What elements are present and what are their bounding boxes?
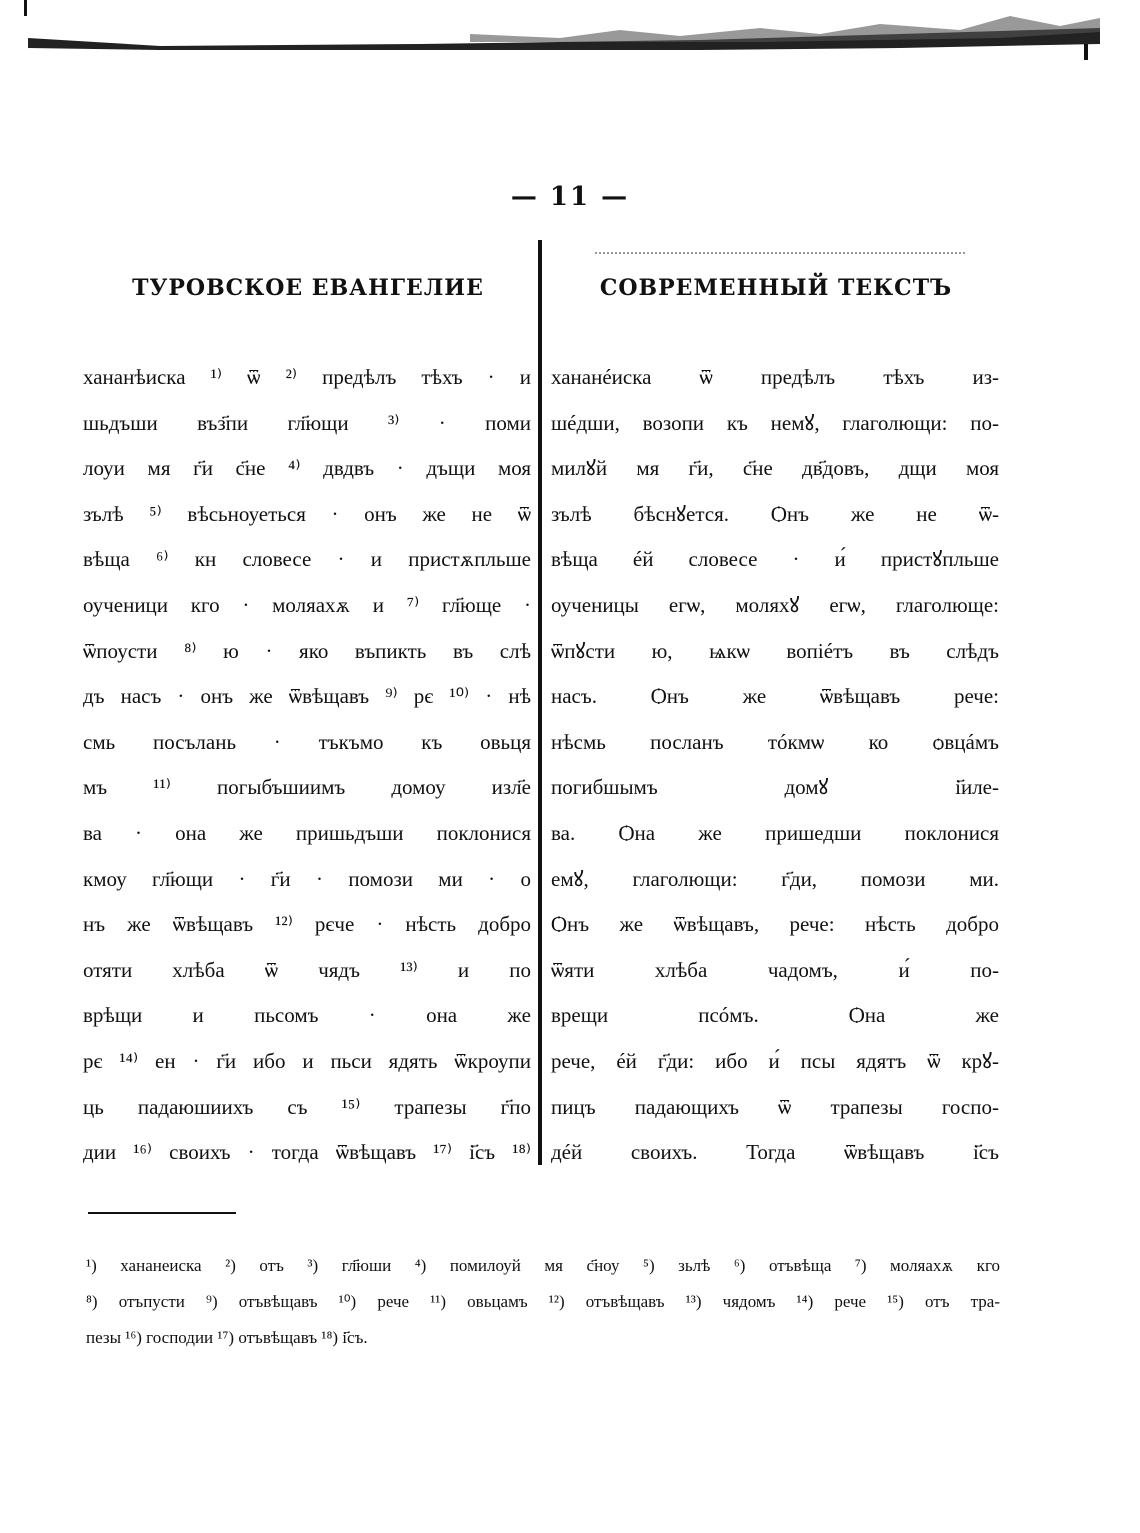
text-line: насъ. Ѻнъ же ѿвѣщавъ рече: — [551, 684, 999, 709]
text-line: погибшымъ домꙋ і҃иле- — [551, 775, 999, 800]
right-column-heading: СОВРЕМЕННЫЙ ТЕКСТЪ — [599, 275, 953, 301]
text-line: пицъ падающихъ ѿ трапезы госпо- — [551, 1094, 999, 1119]
text-line: шьдъши въз҃пи гл҃ющи ³⁾ · поми — [83, 410, 531, 435]
text-line: ць падаюшиихъ съ ¹⁵⁾ трапезы г҃по — [83, 1094, 531, 1119]
footnote-line: пезы ¹⁶) господии ¹⁷) отъвѣщавъ ¹⁸) і҃съ. — [86, 1328, 368, 1347]
right-column-text — [551, 355, 999, 1176]
scan-dots — [595, 252, 965, 258]
text-line: рече, éй г҃ди: ибо и́ псы ядятъ ѿ крꙋ- — [551, 1048, 999, 1073]
left-column-text — [83, 355, 531, 1176]
text-line: кмоу гл҃ющи · г҃и · помози ми · о — [83, 866, 531, 891]
scan-top-edge — [0, 0, 1140, 70]
text-line: шéдши, возопи къ немꙋ, глаголющи: по- — [551, 410, 999, 435]
text-line: дии ¹⁶⁾ своихъ · тогда ѿвѣщавъ ¹⁷⁾ і҃съ ¹⁸⁾ — [83, 1140, 531, 1165]
text-line: вѣща ⁶⁾ кн словесе · и пристѫпльше — [83, 547, 531, 572]
text-line: ѿяти хлѣба чадомъ, и́ по- — [551, 957, 999, 982]
text-line: нъ же ѿвѣщавъ ¹²⁾ рєче · нѣсть добро — [83, 912, 531, 937]
text-line: смь посълань · тъкъмо къ овьця — [83, 729, 531, 754]
text-line: ѿпоусти ⁸⁾ ю · яко въпикть въ слѣ — [83, 638, 531, 663]
text-line: зълѣ ⁵⁾ вѣсьноуеться · онъ же не ѿ — [83, 501, 531, 526]
text-line: ѿпꙋсти ю, ѩкѡ вопіéтъ въ слѣдъ — [551, 638, 999, 663]
text-line: врѣщи и пьсомъ · она же — [83, 1003, 531, 1028]
text-line: Ѻнъ же ѿвѣщавъ, рече: нѣсть добро — [551, 912, 999, 937]
text-line: дéй своихъ. Тогда ѿвѣщавъ і҃съ — [551, 1140, 999, 1165]
text-line: вѣща éй словесе · и́ пристꙋпльше — [551, 547, 999, 572]
text-line: рє ¹⁴⁾ ен · г҃и ибо и пьси ядять ѿкроупи — [83, 1048, 531, 1073]
footnotes — [86, 1248, 1000, 1356]
text-line: оученицы егѡ, моляхꙋ егѡ, глаголюще: — [551, 592, 999, 617]
text-line: отяти хлѣба ѿ чядъ ¹³⁾ и по — [83, 957, 531, 982]
text-line: емꙋ, глаголющи: г҃ди, помози ми. — [551, 866, 999, 891]
text-line: зълѣ бѣснꙋется. Ѻнъ же не ѿ- — [551, 501, 999, 526]
text-line: хананѣиска ¹⁾ ѿ ²⁾ предѣлъ тѣхъ · и — [83, 365, 531, 389]
text-line: ва · она же пришьдъши поклонися — [83, 820, 531, 845]
footnote-line: ¹) хананеиска ²) отъ ³) гл҃юши ⁴) помилоуй мя с҃ноу ⁵) зьлѣ ⁶) отъвѣща ⁷) моляахѫ кго — [86, 1256, 1000, 1275]
text-line: мъ ¹¹⁾ погыбъшиимъ домоу изл҃е — [83, 775, 531, 800]
text-line: хананéиска ѿ предѣлъ тѣхъ из- — [551, 365, 999, 389]
footnote-line: ⁸) отъпусти ⁹) отъвѣщавъ ¹⁰) рече ¹¹) овьцамъ ¹²) отъвѣщавъ ¹³) чядомъ ¹⁴) рече ¹⁵) отъ тра- — [86, 1292, 1000, 1311]
text-line: лоуи мя г҃и с҃не ⁴⁾ двдвъ · дъщи моя — [83, 456, 531, 481]
text-line: оученици кго · моляахѫ и ⁷⁾ гл҃юще · — [83, 592, 531, 617]
page-number: — 11 — — [510, 182, 630, 212]
text-line: милꙋй мя г҃и, с҃не дв҃довъ, дщи моя — [551, 456, 999, 481]
footnote-rule — [88, 1212, 236, 1214]
text-line: нѣсмь посланъ тóкмѡ ко ѻвцáмъ — [551, 729, 999, 754]
text-line: врещи псóмъ. Ѻна же — [551, 1003, 999, 1028]
text-line: ва. Ѻна же пришедши поклонися — [551, 820, 999, 845]
text-line: дъ насъ · онъ же ѿвѣщавъ ⁹⁾ рє ¹⁰⁾ · нѣ — [83, 684, 531, 709]
column-divider — [538, 240, 542, 1165]
left-column-heading: ТУРОВСКОЕ ЕВАНГЕЛИЕ — [132, 275, 484, 301]
